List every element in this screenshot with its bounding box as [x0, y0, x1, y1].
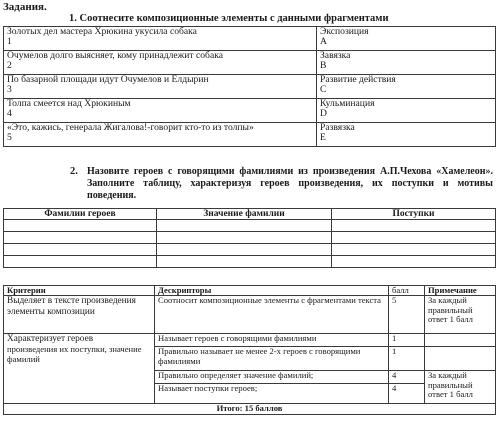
score-cell: 1: [389, 334, 425, 347]
score-cell: 4: [389, 384, 425, 404]
task2-text: Назовите героев с говорящими фамилиями из произведения А.П.Чехова «Хамелеон». Заполните таблицу, характеризуя героев произведения, их поступки и мотивы поведения.: [87, 166, 493, 201]
rubric-table: [3, 285, 496, 415]
descriptor-cell: Правильно определяет значение фамилий;: [155, 371, 389, 384]
note-header: Примечание: [425, 286, 496, 296]
column-header: Значение фамилии: [157, 209, 332, 220]
task1-table: [3, 26, 496, 147]
task1-row: [4, 27, 496, 51]
element-text: Развитие действия: [320, 74, 396, 85]
task1-row: [4, 99, 496, 123]
descriptor-cell: Называет героев с говорящими фамилиями: [155, 334, 389, 347]
element-text: Завязка: [320, 50, 351, 61]
element-letter: B: [320, 60, 327, 71]
criterion-rest: произведения их поступки, значение фамилий: [7, 344, 142, 364]
criterion-cell: [4, 334, 155, 404]
element-letter: A: [320, 36, 327, 47]
element-cell: [317, 27, 496, 51]
column-header: Поступки: [332, 209, 496, 220]
total-cell: Итого: 15 баллов: [4, 404, 496, 414]
element-text: Кульминация: [320, 98, 375, 109]
criterion-title: Характеризует героев: [7, 334, 94, 345]
task1-row: [4, 75, 496, 99]
element-letter: E: [320, 132, 326, 143]
score-cell: 5: [389, 296, 425, 334]
rubric-total-row: [4, 404, 496, 414]
descriptor-cell: Правильно называет не менее 2-х героев с говорящими фамилиями: [155, 347, 389, 371]
element-cell: [317, 51, 496, 75]
descriptor-cell: Соотносит композиционные элементы с фрагментами текста: [155, 296, 389, 334]
element-cell: [317, 99, 496, 123]
fragment-cell: [4, 51, 317, 75]
criterion-cell: Выделяет в тексте произведения элементы композиции: [4, 296, 155, 334]
score-cell: 1: [389, 347, 425, 371]
fragment-cell: [4, 123, 317, 147]
element-letter: D: [320, 108, 327, 119]
rubric-header-row: [4, 286, 496, 296]
column-header: Фамилии героев: [4, 209, 157, 220]
element-cell: [317, 75, 496, 99]
task1-row: [4, 51, 496, 75]
fragment-text: Золотых дел мастера Хрюкина укусила собака: [7, 26, 197, 37]
score-cell: 4: [389, 371, 425, 384]
element-text: Экспозиция: [320, 26, 369, 37]
fragment-number: 5: [7, 132, 12, 143]
task2-header-row: [4, 209, 496, 220]
fragment-text: «Это, кажись, генерала Жигалова!-говорит кто-то из толпы»: [7, 122, 254, 133]
rubric-row: [4, 296, 496, 334]
table-row: [4, 256, 496, 268]
element-text: Развязка: [320, 122, 355, 133]
fragment-number: 2: [7, 60, 12, 71]
task2-table: [3, 208, 496, 268]
fragment-number: 4: [7, 108, 12, 119]
table-row: [4, 244, 496, 256]
descriptors-header: Дескрипторы: [155, 286, 389, 296]
element-cell: [317, 123, 496, 147]
task1-row: [4, 123, 496, 147]
descriptor-cell: Называет поступки героев;: [155, 384, 389, 404]
fragment-text: По базарной площади идут Очумелов и Елдырин: [7, 74, 209, 85]
fragment-cell: [4, 75, 317, 99]
fragment-number: 3: [7, 84, 12, 95]
fragment-cell: [4, 27, 317, 51]
note-cell: За каждый правильный ответ 1 балл: [425, 371, 496, 404]
note-cell: За каждый правильный ответ 1 балл: [425, 296, 496, 334]
fragment-number: 1: [7, 36, 12, 47]
element-letter: C: [320, 84, 327, 95]
fragment-text: Толпа смеется над Хрюкиным: [7, 98, 131, 109]
score-header: балл: [389, 286, 425, 296]
task1-heading: 1. Соотнесите композиционные элементы с данными фрагментами: [69, 13, 389, 24]
fragment-cell: [4, 99, 317, 123]
fragment-text: Очумелов долго выясняет, кому принадлежит собака: [7, 50, 223, 61]
page-title: Задания.: [3, 1, 47, 13]
task2-number: 2.: [70, 166, 78, 177]
rubric-row: [4, 334, 496, 347]
table-row: [4, 220, 496, 232]
table-row: [4, 232, 496, 244]
criteria-header: Критерии: [4, 286, 155, 296]
